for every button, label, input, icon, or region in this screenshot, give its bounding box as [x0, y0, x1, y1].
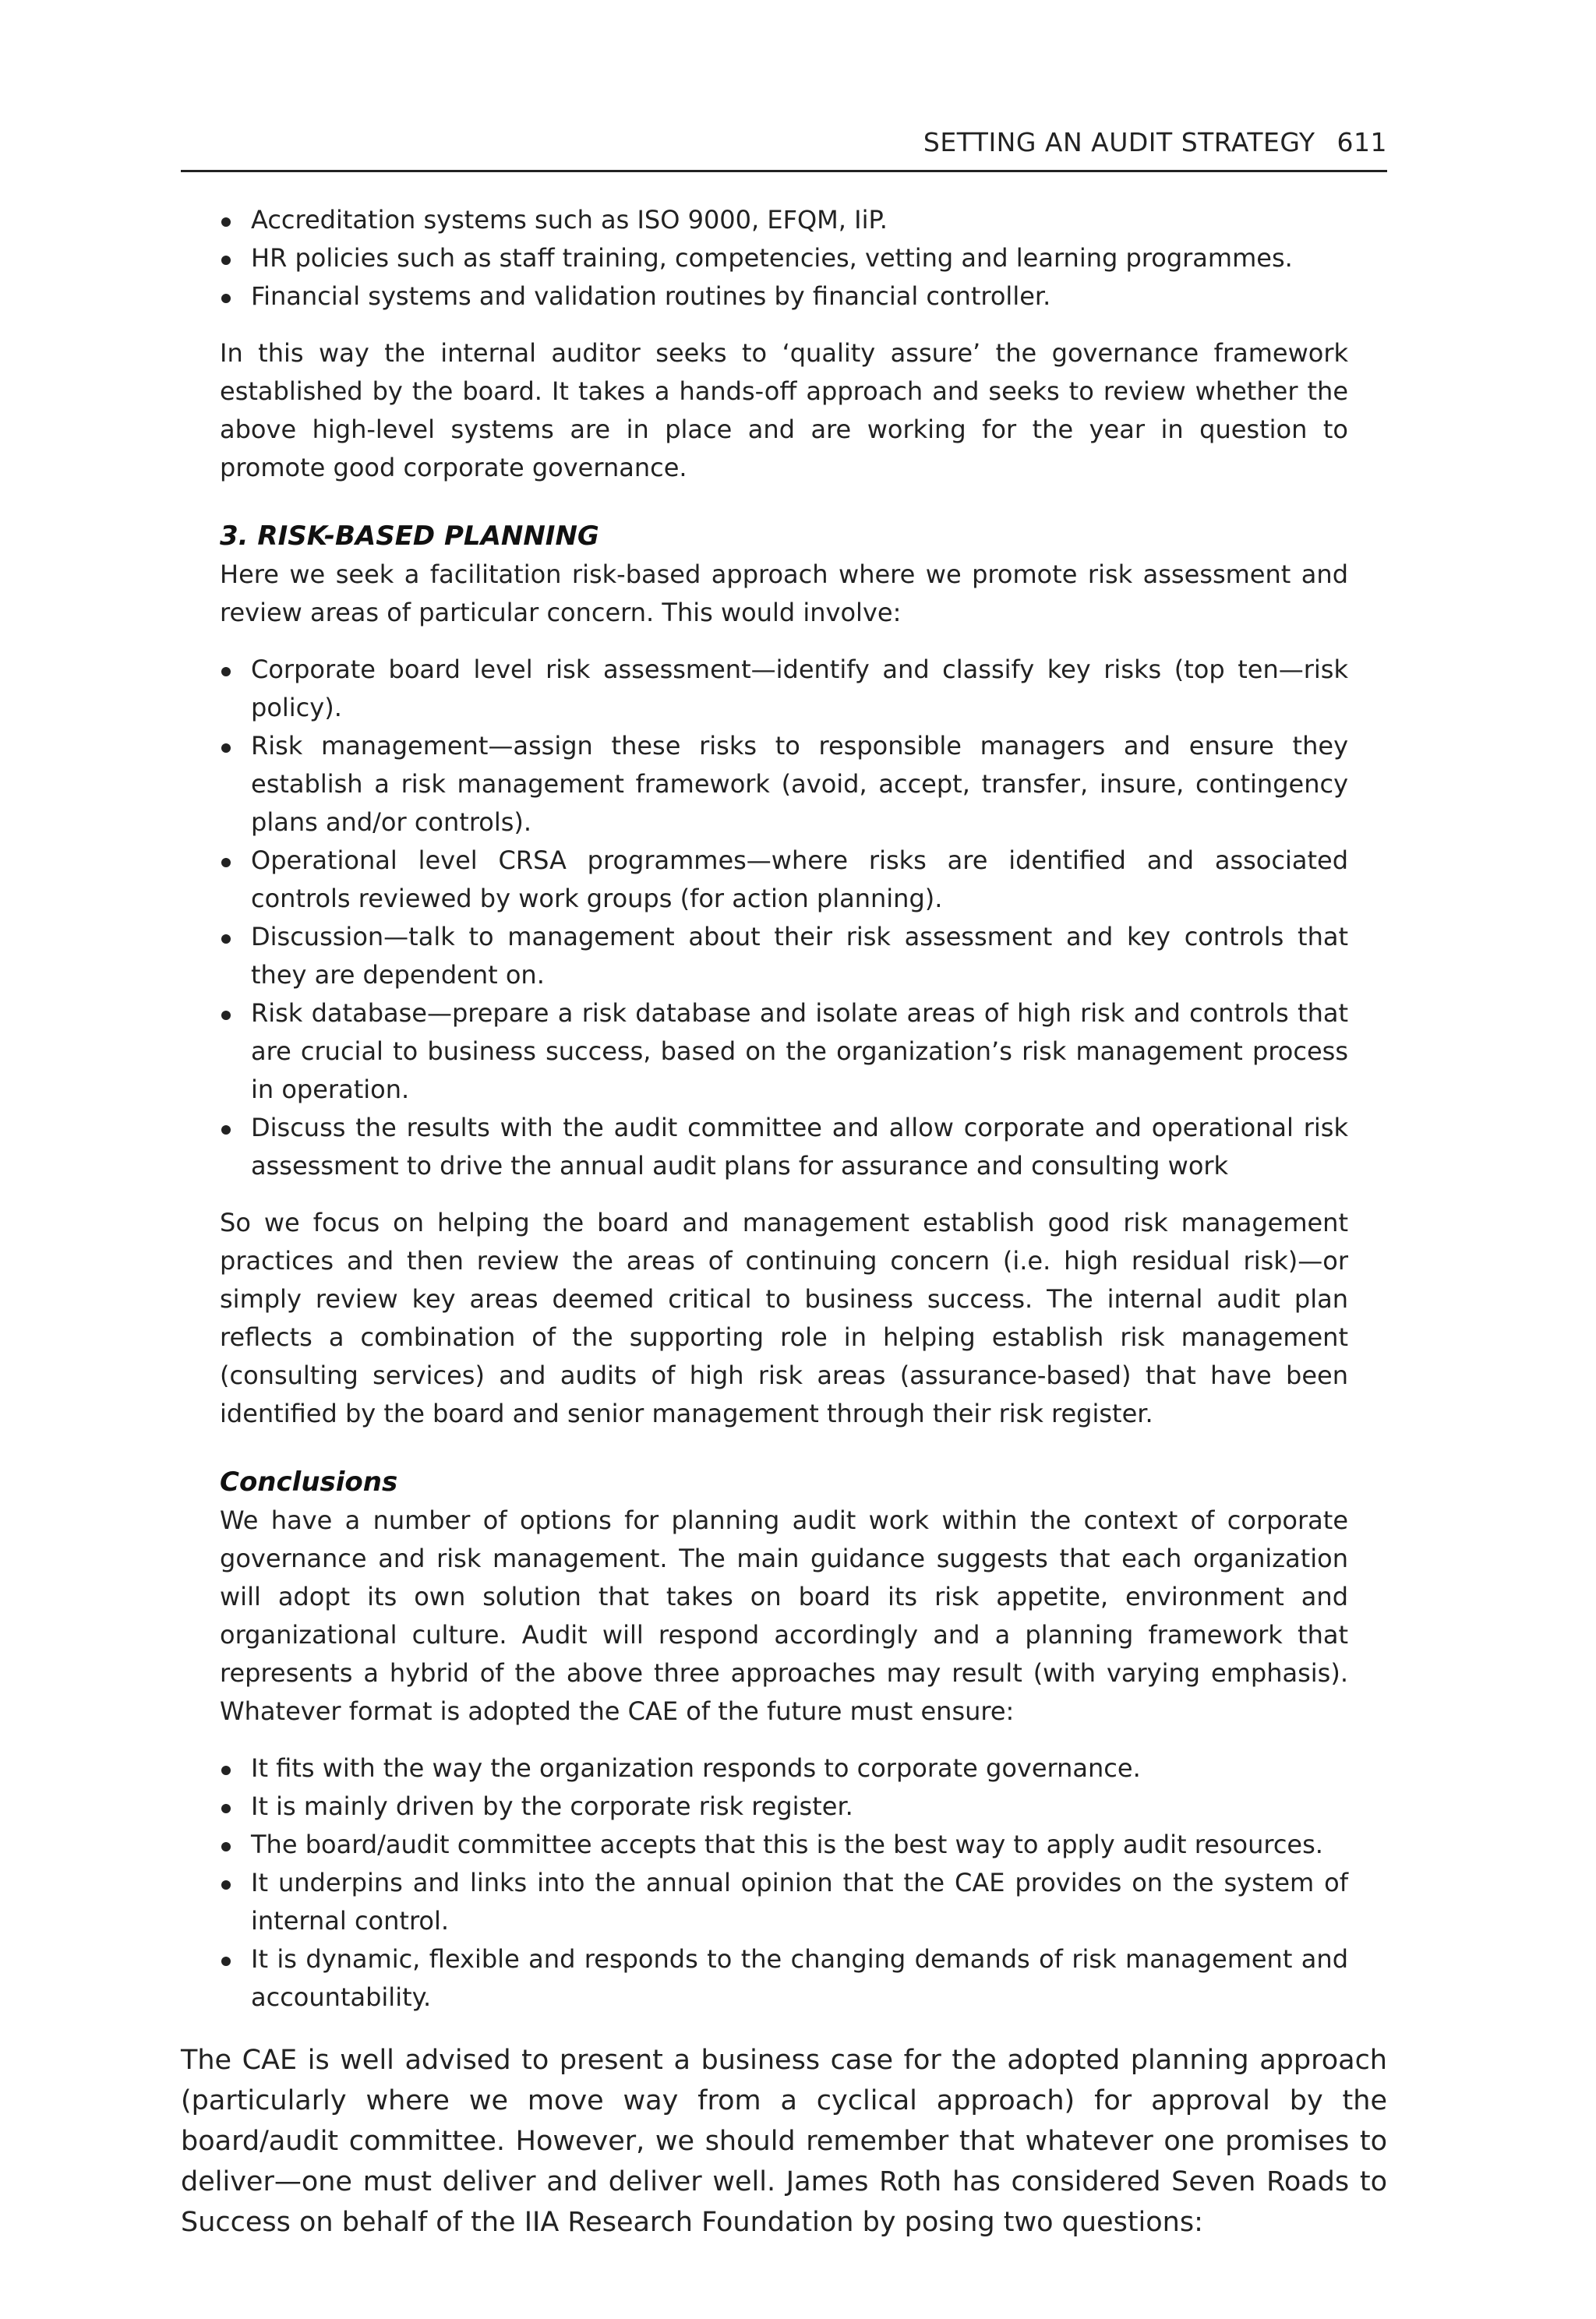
conclusions-heading: Conclusions — [220, 1467, 398, 1498]
section-heading-risk-based-planning: 3. RISK-BASED PLANNING — [220, 521, 599, 552]
list-item: The board/audit committee accepts that this is the best way to apply audit resources. — [220, 1826, 1348, 1864]
list-item: Operational level CRSA programmes—where risks are identified and associated controls reviewed by work groups (for action planning). — [220, 842, 1348, 918]
top-bullet-list — [220, 201, 1348, 316]
list-item: It is dynamic, flexible and responds to the changing demands of risk management and accountability. — [220, 1940, 1348, 2017]
final-paragraph: The CAE is well advised to present a business case for the adopted planning approach (particularly where we move way from a cyclical approach) for approval by the board/audit committee. However, we should remember that whatever one promises to deliver—one must deliver and deliver well. James Roth has considered Seven Roads to Success on behalf of the IIA Research Foundation by posing two questions: — [181, 2045, 1387, 2238]
quality-assure-paragraph: In this way the internal auditor seeks to ‘quality assure’ the governance framework established by the board. It takes a hands-off approach and seeks to review whether the above high-level systems are in place and are working for the year in question to promote good corporate governance. — [220, 338, 1348, 482]
list-item: Discussion—talk to management about their risk assessment and key controls that they are dependent on. — [220, 918, 1348, 994]
section-closing-paragraph: So we focus on helping the board and management establish good risk management practices and then review the areas of continuing concern (i.e. high residual risk)—or simply review key areas deemed critical to business success. The internal audit plan reflects a combination of the supporting role in helping establish risk management (consulting services) and audits of high risk areas (assurance-based) that have been identified by the board and senior management through their risk register. — [220, 1208, 1348, 1428]
list-item: Risk management—assign these risks to responsible managers and ensure they establish a risk management framework (avoid, accept, transfer, insure, contingency plans and/or controls). — [220, 727, 1348, 842]
list-item: It underpins and links into the annual opinion that the CAE provides on the system of internal control. — [220, 1864, 1348, 1940]
list-item: It fits with the way the organization responds to corporate governance. — [220, 1749, 1348, 1788]
indented-block — [220, 201, 1348, 2017]
page-number: 611 — [1336, 127, 1387, 157]
list-item: Accreditation systems such as ISO 9000, EFQM, IiP. — [220, 201, 1348, 239]
risk-planning-bullet-list — [220, 651, 1348, 1185]
page-content — [181, 201, 1387, 2243]
list-item: Discuss the results with the audit committee and allow corporate and operational risk assessment to drive the annual audit plans for assurance and consulting work — [220, 1109, 1348, 1185]
list-item: Risk database—prepare a risk database and isolate areas of high risk and controls that are crucial to business success, based on the organization’s risk management process in operation. — [220, 994, 1348, 1109]
list-item: It is mainly driven by the corporate risk register. — [220, 1788, 1348, 1826]
conclusions-bullet-list — [220, 1749, 1348, 2017]
section-intro-paragraph: Here we seek a facilitation risk-based approach where we promote risk assessment and review areas of particular concern. This would involve: — [220, 559, 1348, 627]
conclusions-paragraph: We have a number of options for planning audit work within the context of corporate governance and risk management. The main guidance suggests that each organization will adopt its own solution that takes on board its risk appetite, environment and organizational culture. Audit will respond accordingly and a planning framework that represents a hybrid of the above three approaches may result (with varying emphasis). Whatever format is adopted the CAE of the future must ensure: — [220, 1505, 1348, 1726]
list-item: Corporate board level risk assessment—identify and classify key risks (top ten—risk policy). — [220, 651, 1348, 727]
running-title: SETTING AN AUDIT STRATEGY — [923, 127, 1315, 157]
running-header — [181, 118, 1387, 167]
list-item: HR policies such as staff training, competencies, vetting and learning programmes. — [220, 239, 1348, 277]
list-item: Financial systems and validation routines by financial controller. — [220, 277, 1348, 316]
header-rule — [181, 170, 1387, 172]
